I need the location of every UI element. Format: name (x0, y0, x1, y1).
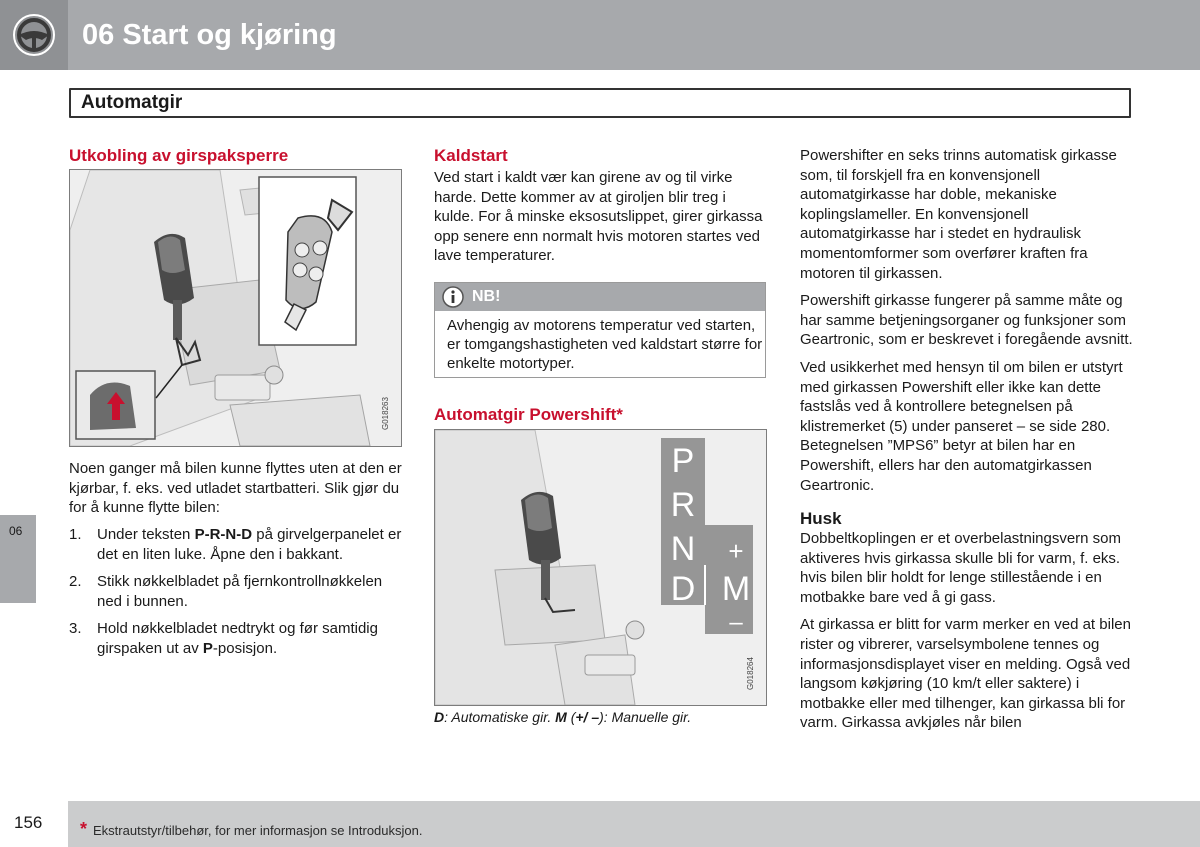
section-title: Automatgir (81, 92, 183, 113)
heading-powershift: Automatgir Powershift* (434, 405, 623, 424)
note-box-text: Avhengig av motorens temperatur ved starten, er tomgangshastigheten ved kaldstart større for enkelte motortyper. (447, 317, 763, 372)
chapter-title: 06 Start og kjøring (82, 19, 337, 51)
footnote-star: * (80, 819, 88, 839)
note-box-label: NB! (472, 288, 501, 305)
chapter-header (0, 0, 1200, 70)
step-text-bold: P-R-N-D (194, 526, 253, 543)
paragraph: Powershift girkasse fungerer på samme måte og har samme betjeningsorganer og funksjoner som Geartronic, som er beskrevet i foregående avsnitt. (800, 292, 1133, 349)
list-item (69, 525, 404, 564)
footer-bar (68, 801, 1200, 847)
paragraph: At girkassa er blitt for varm merker en ved at bilen rister og vibrerer, varselsymbolene tennes og informasjonsdisplayet viser en melding. Også ved langsom køkjøring (10 km/t eller saktere) i motbakke eller med tilhenger, kan girkassa bli for varm. Girkassa avkjøles når bilen (800, 616, 1131, 732)
caption-m-paren: ( (566, 709, 576, 725)
heading-gear-lock-release: Utkobling av girspaksperre (69, 146, 289, 165)
footnote-text: Ekstrautstyr/tilbehør, for mer informasjon se Introduksjon. (93, 823, 423, 838)
paragraph: Ved usikkerhet med hensyn til om bilen er utstyrt med girkassen Powershift eller ikke kan dette fastslås ved å kontrollere betegnelsen på klistremerket (5) under panseret – se side 280. Betegnelsen ”MPS6” betyr at bilen har en Powershift, ellers har den automatgirkassen Geartronic. (800, 358, 1123, 494)
gate-symbol-m: M (721, 570, 751, 608)
step-text: på girvelgerpanelet er det en liten luke. Åpne den i bakkant. (97, 526, 402, 563)
gate-symbol-minus: – (729, 609, 743, 636)
note-box-header (435, 283, 765, 311)
gear-lock-steps (69, 525, 404, 667)
figure-code: G018263 (381, 397, 390, 430)
gate-letter-d: D (670, 570, 696, 608)
step-text: Hold nøkkelbladet nedtrykt og før samtidig girspaken ut av (97, 620, 378, 657)
list-item (69, 572, 404, 611)
step-number: 3. (69, 620, 82, 638)
paragraph: Dobbeltkoplingen er et overbelastningsvern som aktiveres hvis girkassa skulle bli for varm, f. eks. hvis bilen blir holdt for lenge stillestående i en motbakke bare ved å gi gass. (800, 530, 1122, 606)
figure-powershift-lever (434, 429, 767, 706)
step-text-bold: P (202, 639, 213, 657)
chapter-side-tab (0, 515, 36, 603)
gate-letter-n: N (670, 530, 696, 568)
page-number: 156 (14, 813, 43, 832)
step-number: 2. (69, 573, 82, 591)
figure-caption (434, 709, 691, 725)
heading-remember: Husk (800, 509, 842, 529)
info-icon (442, 286, 464, 308)
steering-wheel-icon (0, 0, 68, 70)
caption-d-label: D (434, 709, 445, 725)
note-box (434, 282, 766, 378)
figure-gear-lock-release (69, 169, 402, 447)
caption-m-text: ): Manuelle gir. (599, 709, 692, 725)
caption-d-text: : Automatiske gir. (444, 709, 556, 725)
gear-lock-intro: Noen ganger må bilen kunne flyttes uten at den er kjørbar, f. eks. ved utladet startbatteri. Slik gjør du for å kunne flytte bilen: (69, 460, 402, 517)
gate-letter-p: P (671, 442, 695, 480)
heading-cold-start: Kaldstart (434, 146, 508, 165)
column-3-text (800, 146, 1135, 741)
chapter-side-tab-label: 06 (9, 524, 23, 538)
paragraph: Powershifter en seks trinns automatisk girkasse som, til forskjell fra en konvensjonell automatgirkasse har doble, mekaniske koplingslameller. En konvensjonell automatgirkasse har i stedet en hydraulisk momentomformer som overfører kraften fra motoren til girkassen. (800, 147, 1117, 282)
list-item (69, 619, 404, 658)
step-number: 1. (69, 526, 82, 543)
cold-start-text: Ved start i kaldt vær kan girene av og til virke harde. Dette kommer av at giroljen blir treg i kulde. For å minske eksosutslippet, girer girkassa opp senere enn normalt hvis motoren startes ved lave temperaturer. (434, 169, 763, 265)
footer-note (80, 819, 422, 840)
section-title-box (69, 88, 1131, 118)
gate-symbol-plus: + (728, 536, 744, 566)
step-text: -posisjon. (212, 639, 278, 657)
figure-code: G018264 (746, 657, 755, 690)
gate-letter-r: R (670, 486, 696, 524)
caption-m-symbols: +/ – (575, 709, 600, 725)
step-text: Under teksten (97, 526, 195, 543)
caption-m-label: M (555, 709, 567, 725)
step-text: Stikk nøkkelbladet på fjernkontrollnøkkelen ned i bunnen. (97, 573, 383, 610)
